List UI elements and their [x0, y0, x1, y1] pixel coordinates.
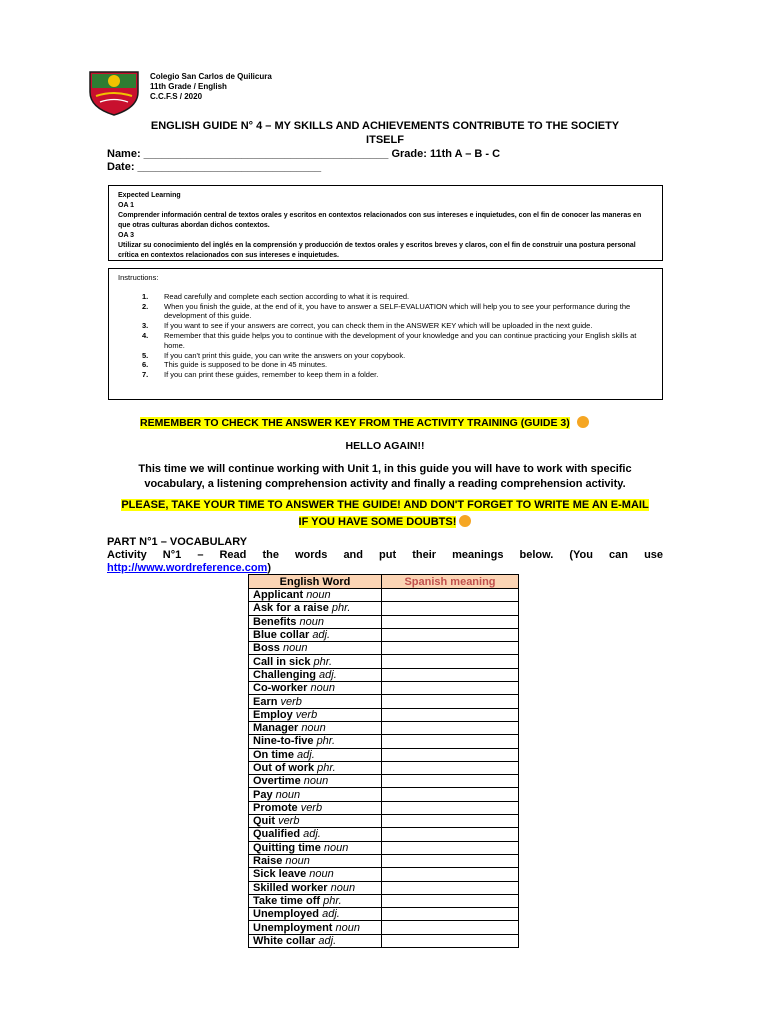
part-of-speech: phr. [331, 602, 351, 615]
spanish-meaning-cell[interactable] [382, 801, 519, 814]
activity-word: Read [219, 549, 247, 561]
instruction-text: Remember that this guide helps you to continue with the development of your knowledge and you can continue practicing your English skills at home. [164, 330, 637, 350]
english-word: Unemployed [253, 908, 320, 921]
part-of-speech: noun [310, 682, 335, 695]
instruction-text: If you can print these guides, remember to keep them in a folder. [164, 370, 379, 380]
table-row [249, 642, 519, 655]
instruction-text: If you can't print this guide, you can write the answers on your copybook. [164, 350, 406, 360]
table-row [249, 682, 519, 695]
spanish-meaning-cell[interactable] [382, 894, 519, 907]
english-word-cell [249, 801, 382, 814]
english-word-cell [249, 708, 382, 721]
instruction-item [118, 351, 653, 361]
grade-line: 11th Grade / English [150, 82, 227, 91]
part-of-speech: noun [330, 881, 356, 894]
instruction-number: 6. [142, 360, 149, 370]
table-row [249, 788, 519, 801]
table-row [249, 721, 519, 734]
instruction-item [118, 360, 653, 370]
english-word: Ask for a raise [253, 602, 329, 615]
table-row [249, 921, 519, 934]
spanish-meaning-cell[interactable] [382, 841, 519, 854]
english-word: Benefits [253, 615, 297, 628]
spanish-meaning-cell[interactable] [382, 708, 519, 721]
part-heading: PART N°1 – VOCABULARY [107, 536, 248, 548]
spanish-meaning-cell[interactable] [382, 908, 519, 921]
spanish-meaning-cell[interactable] [382, 668, 519, 681]
please-line-1: PLEASE, TAKE YOUR TIME TO ANSWER THE GUIDE! AND DON'T FORGET TO WRITE ME AN E-MAIL [121, 499, 649, 511]
instructions-box [108, 268, 663, 400]
activity-word: meanings [452, 549, 504, 561]
spanish-meaning-cell[interactable] [382, 735, 519, 748]
smiley-icon [459, 515, 471, 527]
instruction-number: 5. [142, 350, 149, 360]
spanish-meaning-cell[interactable] [382, 642, 519, 655]
link-suffix: ) [267, 562, 272, 574]
english-word: Overtime [253, 775, 301, 788]
activity-word: the [262, 549, 279, 561]
instruction-number: 2. [142, 301, 149, 311]
part-of-speech: noun [275, 788, 301, 801]
part-of-speech: verb [295, 708, 318, 721]
spanish-meaning-cell[interactable] [382, 788, 519, 801]
table-row [249, 775, 519, 788]
column-header-spanish: Spanish meaning [382, 575, 519, 589]
english-word-cell [249, 602, 382, 615]
english-word: Sick leave [253, 868, 307, 881]
part-of-speech: verb [300, 801, 323, 814]
activity-word: their [412, 549, 437, 561]
table-row [249, 695, 519, 708]
part-of-speech: noun [301, 722, 326, 735]
wordreference-link[interactable]: http://www.wordreference.com [107, 562, 268, 574]
english-word: Blue collar [253, 629, 310, 642]
english-word-cell [249, 695, 382, 708]
remember-notice [140, 416, 589, 429]
please-line-2: IF YOU HAVE SOME DOUBTS! [298, 516, 457, 528]
english-word-cell [249, 828, 382, 841]
spanish-meaning-cell[interactable] [382, 628, 519, 641]
english-word-cell [249, 761, 382, 774]
date-line: Date: ______________________________ [107, 161, 322, 173]
english-word: Employ [253, 708, 293, 721]
english-word-cell [249, 868, 382, 881]
part-of-speech: verb [278, 815, 300, 828]
table-row [249, 748, 519, 761]
english-word-cell [249, 642, 382, 655]
table-row [249, 589, 519, 602]
expected-learning-box [108, 185, 663, 261]
english-word-cell [249, 894, 382, 907]
english-word: Call in sick [253, 655, 311, 668]
part-of-speech: phr. [316, 735, 336, 748]
part-of-speech: adj. [322, 908, 340, 921]
part-of-speech: verb [280, 695, 302, 708]
instruction-number: 7. [142, 370, 149, 380]
guide-title: ENGLISH GUIDE N° 4 – MY SKILLS AND ACHIEVEMENTS CONTRIBUTE TO THE SOCIETY ITSELF [150, 120, 620, 146]
activity-word: – [197, 549, 204, 561]
part-of-speech: noun [282, 642, 308, 655]
spanish-meaning-cell[interactable] [382, 589, 519, 602]
english-word: Raise [253, 855, 283, 868]
english-word: Co-worker [253, 682, 308, 695]
instruction-text: This guide is supposed to be done in 45 minutes. [164, 360, 328, 370]
spanish-meaning-cell[interactable] [382, 615, 519, 628]
english-word-cell [249, 854, 382, 867]
english-word-cell [249, 721, 382, 734]
english-word: Out of work [253, 762, 315, 774]
spanish-meaning-cell[interactable] [382, 655, 519, 668]
activity-instruction [107, 549, 663, 561]
instruction-item [118, 321, 653, 331]
english-word: Quitting time [253, 841, 321, 854]
english-word: Take time off [253, 894, 321, 907]
table-row [249, 655, 519, 668]
spanish-meaning-cell[interactable] [382, 815, 519, 828]
instruction-text: When you finish the guide, at the end of it, you have to answer a SELF-EVALUATION which will help you to see your performance during the development of this guide. [164, 301, 631, 321]
table-row [249, 668, 519, 681]
instruction-item [118, 331, 653, 351]
school-name: Colegio San Carlos de Quilicura [150, 72, 272, 81]
table-row [249, 615, 519, 628]
english-word: On time [253, 748, 294, 761]
school-crest-icon [86, 66, 142, 116]
spanish-meaning-cell[interactable] [382, 695, 519, 708]
activity-word: can [609, 549, 629, 561]
part-of-speech: noun [306, 589, 331, 602]
please-notice [105, 497, 665, 531]
oa1-label: OA 1 [118, 202, 135, 209]
english-word: Applicant [253, 589, 304, 602]
english-word-cell [249, 921, 382, 934]
instruction-number: 4. [142, 330, 149, 340]
remember-text: REMEMBER TO CHECK THE ANSWER KEY FROM THE ACTIVITY TRAINING (GUIDE 3) [140, 417, 570, 429]
part-of-speech: adj. [318, 934, 337, 947]
english-word: Challenging [253, 668, 316, 681]
part-of-speech: noun [323, 841, 349, 854]
table-row [249, 735, 519, 748]
english-word-cell [249, 668, 382, 681]
instruction-number: 1. [142, 291, 149, 301]
table-row [249, 708, 519, 721]
activity-word: put [379, 549, 397, 561]
table-row [249, 894, 519, 907]
instructions-heading: Instructions: [118, 273, 159, 282]
english-word: Boss [253, 642, 280, 655]
table-row [249, 868, 519, 881]
english-word: White collar [253, 934, 316, 947]
instruction-text: Read carefully and complete each section according to what it is required. [164, 291, 410, 301]
table-row [249, 815, 519, 828]
column-header-english: English Word [249, 575, 382, 589]
table-row [249, 934, 519, 947]
smiley-icon [577, 416, 589, 428]
table-row [249, 908, 519, 921]
english-word: Nine-to-five [253, 735, 314, 748]
activity-word: Activity [107, 549, 147, 561]
english-word: Skilled worker [253, 881, 328, 894]
part-of-speech: noun [299, 615, 324, 628]
part-of-speech: phr. [313, 655, 333, 668]
english-word: Manager [253, 722, 299, 735]
part-of-speech: noun [309, 868, 334, 881]
spanish-meaning-cell[interactable] [382, 602, 519, 615]
table-row [249, 841, 519, 854]
intro-paragraph: This time we will continue working with Unit 1, in this guide you will have to work with specific vocabulary, a listening comprehension activity and finally a reading comprehension activity. [138, 463, 632, 490]
spanish-meaning-cell[interactable] [382, 761, 519, 774]
english-word-cell [249, 615, 382, 628]
part-of-speech: adj. [319, 668, 337, 681]
activity-word: below. [519, 549, 554, 561]
activity-word: N°1 [162, 549, 182, 561]
english-word-cell [249, 934, 382, 947]
table-row [249, 854, 519, 867]
spanish-meaning-cell[interactable] [382, 748, 519, 761]
activity-word: words [294, 549, 328, 561]
english-word-cell [249, 748, 382, 761]
instruction-text: If you want to see if your answers are correct, you can check them in the ANSWER KEY which will be uploaded in the next guide. [164, 321, 593, 331]
english-word: Unemployment [253, 921, 333, 934]
part-of-speech: noun [285, 855, 310, 868]
oa1-text: Comprender información central de textos orales y escritos en contextos relacionados con sus intereses e inquietudes, con el fin de conocer las maneras en que otras culturas abordan dichos contextos. [118, 212, 642, 229]
english-word-cell [249, 788, 382, 801]
spanish-meaning-cell[interactable] [382, 921, 519, 934]
english-word-cell [249, 775, 382, 788]
english-word-cell [249, 881, 382, 894]
school-header [150, 72, 272, 102]
vocabulary-table-body [249, 589, 519, 948]
spanish-meaning-cell[interactable] [382, 881, 519, 894]
english-word: Quit [253, 815, 275, 828]
school-code: C.C.F.S / 2020 [150, 92, 203, 101]
spanish-meaning-cell[interactable] [382, 934, 519, 947]
table-row [249, 761, 519, 774]
oa3-label: OA 3 [118, 232, 135, 239]
english-word-cell [249, 682, 382, 695]
english-word: Promote [253, 801, 298, 814]
table-row [249, 881, 519, 894]
part-of-speech: noun [335, 921, 361, 934]
spanish-meaning-cell[interactable] [382, 775, 519, 788]
instruction-item [118, 292, 653, 302]
activity-word: and [343, 549, 363, 561]
oa3-text: Utilizar su conocimiento del inglés en la comprensión y producción de textos orales y escritos breves y claros, con el fin de construir una postura personal crítica en contextos relacionados con sus intereses e inquietudes. [118, 242, 636, 259]
instruction-number: 3. [142, 321, 149, 331]
english-word-cell [249, 735, 382, 748]
english-word-cell [249, 815, 382, 828]
table-row [249, 801, 519, 814]
table-row [249, 628, 519, 641]
activity-word: use [644, 549, 664, 561]
hello-heading: HELLO AGAIN!! [345, 440, 425, 452]
english-word: Earn [253, 695, 278, 708]
name-grade-line: Name: ________________________________________ Grade: 11th A – B - C [107, 148, 501, 160]
part-of-speech: adj. [303, 828, 321, 841]
part-of-speech: adj. [297, 748, 315, 761]
activity-word: (You [569, 549, 593, 561]
expected-learning-heading: Expected Learning [118, 192, 181, 199]
table-header-row [249, 575, 519, 589]
part-of-speech: adj. [312, 629, 331, 642]
reference-link-line [107, 562, 271, 574]
english-word-cell [249, 841, 382, 854]
english-word: Pay [253, 788, 273, 801]
table-row [249, 828, 519, 841]
part-of-speech: phr. [323, 894, 342, 907]
spanish-meaning-cell[interactable] [382, 854, 519, 867]
english-word-cell [249, 589, 382, 602]
spanish-meaning-cell[interactable] [382, 868, 519, 881]
english-word: Qualified [253, 828, 301, 841]
spanish-meaning-cell[interactable] [382, 682, 519, 695]
english-word-cell [249, 655, 382, 668]
english-word-cell [249, 628, 382, 641]
instruction-item [118, 370, 653, 380]
spanish-meaning-cell[interactable] [382, 721, 519, 734]
instruction-item [118, 302, 653, 322]
vocabulary-table [248, 574, 519, 948]
part-of-speech: noun [303, 775, 329, 788]
instructions-list [118, 292, 653, 380]
part-of-speech: phr. [317, 762, 336, 774]
english-word-cell [249, 908, 382, 921]
table-row [249, 602, 519, 615]
spanish-meaning-cell[interactable] [382, 828, 519, 841]
